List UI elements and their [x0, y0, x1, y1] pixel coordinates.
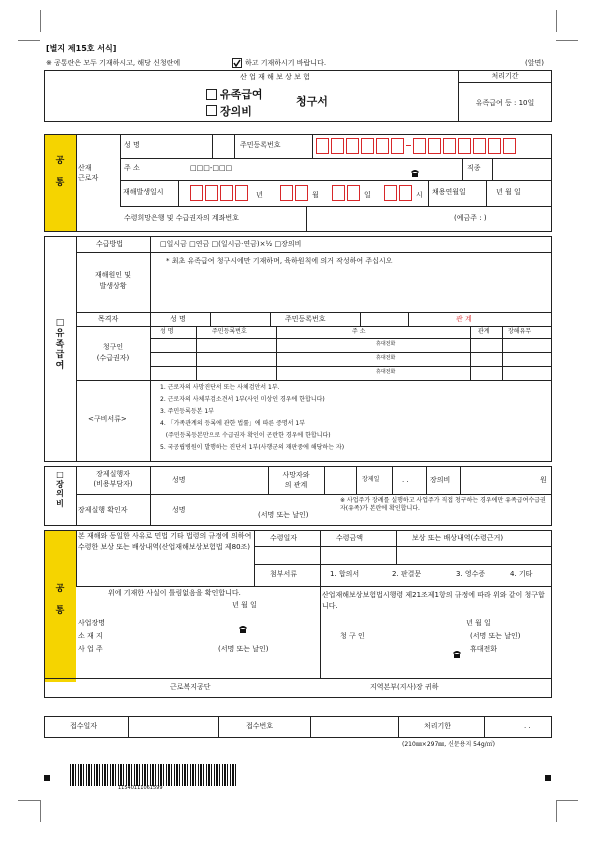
deadline-label: 처리기한	[424, 722, 452, 730]
attachment-item: 2. 판결문	[392, 570, 422, 578]
rrn-digit-box[interactable]	[391, 138, 404, 154]
claimant-col-name: 성 명	[160, 328, 174, 335]
page-side: (앞면)	[525, 59, 544, 67]
docs-label: <구비서류>	[88, 415, 127, 423]
phone-icon	[452, 644, 462, 654]
claim-text: 산업재해보상보험법시행령 제21조제1항의 규정에 따라 위와 같이 청구합니다.	[322, 591, 545, 610]
crop-mark	[556, 800, 578, 801]
doc-item: (주민등록등본만으로 수급권자 확인이 곤란한 경우에 한합니다)	[160, 432, 331, 439]
mobile-label: 휴대전화	[470, 645, 498, 653]
confirm-text: 위에 기재한 사실이 틀림없음을 확인합니다.	[108, 589, 241, 597]
survivor-side-label: □ 유 족 급 여	[55, 318, 65, 372]
claim-date: 년 월 일	[466, 619, 491, 627]
month-digit-box[interactable]	[280, 185, 293, 201]
crop-mark	[40, 10, 41, 32]
rrn-digit-box[interactable]	[376, 138, 389, 154]
crop-mark	[556, 10, 557, 32]
funeral-option-label: 장의비	[220, 105, 252, 118]
owner-sign-note: (서명 또는 날인)	[218, 645, 269, 653]
branch-name: 지역본부(지사)장 귀하	[370, 683, 439, 691]
method-options[interactable]: □일시금 □연금 □(일시금·연금)×½ □장의비	[160, 240, 302, 248]
instruction-text: ※ 공통란은 모두 기재하시고, 해당 신청란에	[46, 59, 181, 67]
claim-title: 청구서	[296, 95, 328, 108]
executor-name-label: 성명	[172, 476, 186, 484]
attachments-label: 첨부서류	[270, 570, 298, 578]
hire-date-label: 채용연월일	[432, 188, 466, 196]
crop-mark	[18, 800, 40, 801]
year-label: 년	[256, 191, 263, 199]
month-digit-box[interactable]	[295, 185, 308, 201]
claimant-phone-tag: 휴대전화	[376, 341, 396, 347]
doc-item: 3. 주민등록등본 1부	[160, 408, 214, 415]
day-digit-box[interactable]	[332, 185, 345, 201]
address-value: □□□-□□□	[190, 164, 233, 172]
rrn-digit-box[interactable]	[458, 138, 471, 154]
accident-date-label: 재해발생일시	[123, 188, 164, 196]
claimant-phone-tag: 휴대전화	[376, 355, 396, 361]
attachment-item: 4. 기타	[510, 570, 533, 578]
rrn-digit-box[interactable]	[473, 138, 486, 154]
funeral-option-checkbox[interactable]	[206, 105, 217, 116]
compensation-statement: 본 재해와 동일한 사유로 민법 기타 법령의 규정에 의하여 수령한 보상 또는 배상내역(산업재해보상보험법 제80조)	[78, 532, 252, 551]
name-label: 성 명	[124, 141, 140, 149]
checkbox-example-icon	[232, 58, 242, 68]
year-digit-box[interactable]	[235, 185, 248, 201]
method-label: 수급방법	[96, 240, 124, 248]
employer-name-label: 사업장명	[78, 619, 106, 627]
claimant-col-disability: 장해유무	[508, 328, 532, 335]
rrn-digit-box[interactable]	[413, 138, 426, 154]
deceased-name-label: 성 명	[170, 315, 186, 323]
processing-value: 유족급여 등 : 10일	[475, 99, 535, 107]
claimant-phone-tag: 휴대전화	[376, 369, 396, 375]
hour-digit-box[interactable]	[399, 185, 412, 201]
confirm-name-label: 성명	[172, 506, 186, 514]
rrn-digit-box[interactable]	[361, 138, 374, 154]
processing-label: 처리기간	[491, 72, 519, 80]
cause-label: 재해원인 및 발생상황	[94, 271, 132, 291]
phone-icon	[410, 163, 420, 173]
agency-name: 근로복지공단	[170, 683, 211, 691]
rrn-digit-box[interactable]	[316, 138, 329, 154]
claimant-label: 청구인 (수급권자)	[96, 343, 130, 362]
received-amount-label: 수령금액	[336, 534, 364, 542]
crop-mark	[40, 800, 41, 822]
barcode-number: 11540111061599	[118, 785, 163, 791]
job-label: 직종	[467, 164, 481, 172]
barcode	[70, 764, 238, 786]
worker-label: 산재 근로자	[78, 164, 99, 182]
fee-unit: 원	[540, 476, 547, 484]
rrn-digit-box[interactable]	[503, 138, 516, 154]
year-digit-box[interactable]	[205, 185, 218, 201]
doc-item: 5. 국공립병원이 발행하는 진단서 1부(사행군의 재판중에 해당하는 자)	[160, 444, 345, 451]
executor-label: 장제실행자 (비용부담자)	[93, 470, 133, 488]
phone-icon	[238, 619, 248, 629]
doc-item: 1. 근로자의 사망진단서 또는 사체검안서 1부.	[160, 384, 280, 391]
claimant-label: 청 구 인	[340, 632, 365, 640]
attachment-item: 1. 합의서	[330, 570, 360, 578]
survivor-option-checkbox[interactable]	[206, 89, 217, 100]
funeral-date-value: . .	[402, 476, 409, 484]
claimant-col-rrn: 주민등록번호	[212, 328, 247, 335]
law-name: 산 업 재 해 보 상 보 험	[240, 73, 310, 81]
rrn-hyphen	[406, 145, 411, 146]
rrn-label: 주민등록번호	[240, 141, 281, 149]
claimant-col-address: 주 소	[352, 328, 366, 335]
day-digit-box[interactable]	[347, 185, 360, 201]
deceased-label: 목격자	[98, 315, 119, 323]
hour-digit-box[interactable]	[384, 185, 397, 201]
common2-side-label: 공 통	[55, 584, 65, 616]
relation-to-deceased-label: 사망자와 의 관계	[282, 471, 310, 489]
funeral-side-label: □ 장 의 비	[56, 470, 64, 508]
receipt-date-label: 접수일자	[70, 722, 98, 730]
confirm-date: 년 월 일	[232, 601, 257, 609]
corner-marker	[545, 775, 551, 781]
claimant-sign-note: (서명 또는 날인)	[470, 632, 521, 640]
rrn-digit-box[interactable]	[346, 138, 359, 154]
crop-mark	[556, 800, 557, 822]
instruction-suffix: 하고 기재하시기 바랍니다.	[245, 59, 327, 67]
form-number: [별지 제15호 서식]	[46, 44, 117, 53]
funeral-date-label: 장제일	[362, 476, 380, 483]
location-label: 소 재 지	[78, 632, 103, 640]
cause-note: * 최초 유족급여 청구시에만 기재하며, 육하원칙에 의거 작성하여 주십시오	[166, 257, 393, 265]
confirm-label: 장제실행 확인자	[78, 506, 128, 514]
funeral-note: ※ 사업주가 장례를 실행하고 사업주가 직접 청구하는 경우에만 유족급여수급권자(유족)가 본란에 확인합니다.	[340, 497, 546, 512]
corner-marker	[44, 775, 50, 781]
rrn-digit-box[interactable]	[443, 138, 456, 154]
doc-item: 4. 「가족관계의 등록에 관한 법률」에 따른 증명서 1부	[160, 420, 306, 427]
account-label: 수령희망은행 및 수급권자의 계좌번호	[124, 214, 239, 222]
day-label: 일	[364, 191, 371, 199]
rrn-digit-box[interactable]	[488, 138, 501, 154]
confirm-sign-note: (서명 또는 날인)	[258, 511, 309, 519]
claimant-col-relation: 관계	[478, 328, 490, 335]
relation-head: 관 계	[456, 315, 472, 323]
address-label: 주 소	[124, 164, 140, 172]
hire-date-value: 년 월 일	[496, 188, 521, 196]
crop-mark	[18, 40, 40, 41]
received-date-label: 수령일자	[270, 534, 298, 542]
deadline-value: . .	[524, 722, 531, 730]
account-holder: (예금주 : )	[454, 214, 487, 222]
doc-item: 2. 근로자의 사체부검소견서 1부(사인 미상인 경우에 한합니다)	[160, 396, 325, 403]
paper-spec: (210㎜×297㎜, 신문용지 54g/㎡)	[402, 741, 495, 748]
rrn-digit-box[interactable]	[428, 138, 441, 154]
deceased-rrn-label: 주민등록번호	[285, 315, 326, 323]
crop-mark	[556, 40, 578, 41]
compensation-detail-label: 보상 또는 배상내역(수령근거)	[412, 534, 504, 542]
hour-label: 시	[416, 191, 423, 199]
rrn-digit-box[interactable]	[331, 138, 344, 154]
year-digit-box[interactable]	[220, 185, 233, 201]
month-label: 월	[312, 191, 319, 199]
common-side-label: 공 통	[55, 156, 65, 188]
attachment-item: 3. 영수증	[456, 570, 486, 578]
owner-label: 사 업 주	[78, 645, 103, 653]
year-digit-box[interactable]	[190, 185, 203, 201]
receipt-no-label: 접수번호	[246, 722, 274, 730]
fee-label: 장의비	[430, 476, 451, 484]
survivor-option-label: 유족급여	[220, 88, 263, 101]
